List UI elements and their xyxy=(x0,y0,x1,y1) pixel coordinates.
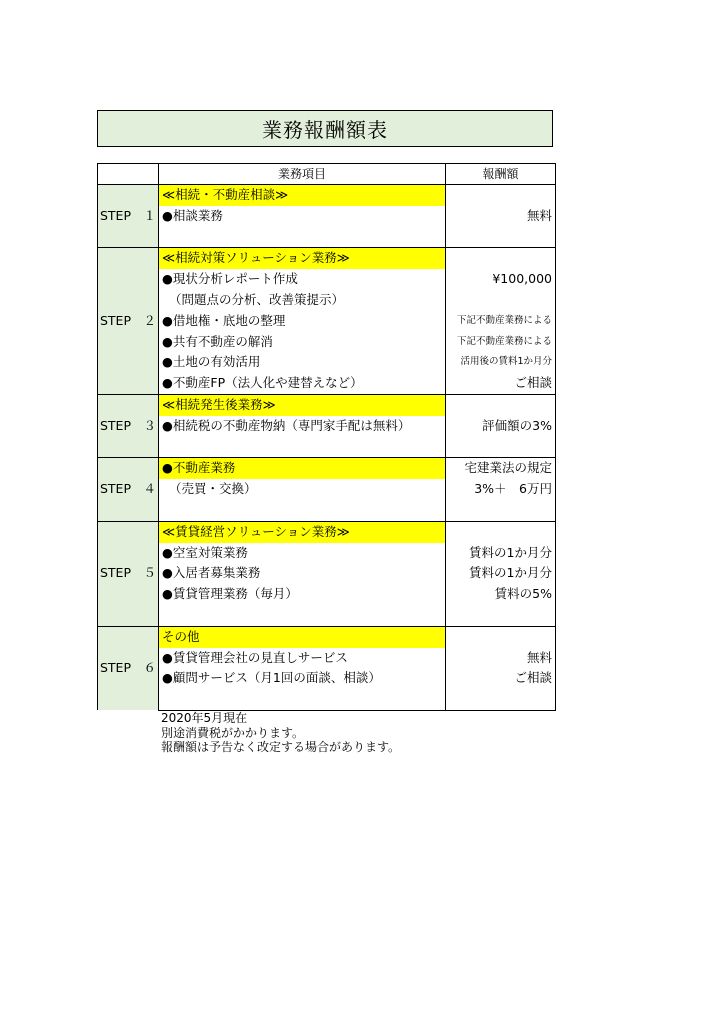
fee-value xyxy=(446,605,556,626)
service-item xyxy=(159,689,446,710)
fee-value xyxy=(446,394,556,415)
fee-value xyxy=(446,521,556,542)
fee-value: ご相談 xyxy=(446,373,556,394)
fee-value: 賃料の1か月分 xyxy=(446,543,556,564)
table-row xyxy=(98,248,556,269)
service-item: ●相続税の不動産物納（専門家手配は無料） xyxy=(162,417,411,433)
header-step-cell xyxy=(98,164,159,185)
service-item xyxy=(159,500,446,521)
service-item xyxy=(159,605,446,626)
fee-value: 賃料の5% xyxy=(446,584,556,605)
table-row xyxy=(98,269,556,290)
fee-value: 下記不動産業務による xyxy=(446,332,556,353)
table-header-row xyxy=(98,164,556,185)
fee-value xyxy=(446,689,556,710)
service-item: ●顧問サービス（月1回の面談、相談） xyxy=(162,670,381,686)
fee-value: 無料 xyxy=(446,648,556,669)
service-item xyxy=(159,437,446,458)
table-row xyxy=(98,543,556,564)
service-item xyxy=(159,227,446,248)
fee-value: 活用後の賃料1か月分 xyxy=(446,352,556,373)
table-row xyxy=(98,521,556,542)
fee-value xyxy=(446,437,556,458)
service-item-note: （売買・交換） xyxy=(169,481,257,497)
table-row xyxy=(98,311,556,332)
category-label: ≪相続発生後業務≫ xyxy=(159,394,446,415)
category-label: ≪賃貸経営ソリューション業務≫ xyxy=(159,521,446,542)
step-label: STEP ６ xyxy=(98,626,159,710)
table-row xyxy=(98,394,556,415)
table-row xyxy=(98,373,556,394)
service-item: ●賃貸管理会社の見直しサービス xyxy=(162,649,348,665)
step-label: STEP ５ xyxy=(98,521,159,626)
fee-value xyxy=(446,248,556,269)
category-label: ≪相続対策ソリューション業務≫ xyxy=(159,248,446,269)
note-date: 2020年5月現在 xyxy=(161,711,248,725)
note-tax: 別途消費税がかかります。 xyxy=(161,725,305,740)
fee-value xyxy=(446,185,556,206)
table-row xyxy=(98,500,556,521)
fee-table-body xyxy=(98,185,556,711)
table-row xyxy=(98,352,556,373)
table-row xyxy=(98,689,556,710)
fee-value: ご相談 xyxy=(446,668,556,689)
table-row xyxy=(98,626,556,647)
service-item: ●空室対策業務 xyxy=(162,544,248,560)
header-fee: 報酬額 xyxy=(446,164,556,185)
service-item: ●土地の有効活用 xyxy=(162,354,261,370)
fee-value: 無料 xyxy=(446,206,556,227)
table-row xyxy=(98,668,556,689)
table-row xyxy=(98,227,556,248)
step-label: STEP １ xyxy=(98,185,159,248)
fee-value: ¥100,000 xyxy=(446,269,556,290)
table-row xyxy=(98,563,556,584)
table-row xyxy=(98,206,556,227)
table-row xyxy=(98,416,556,437)
category-label: ≪相続・不動産相談≫ xyxy=(159,185,446,206)
table-row xyxy=(98,185,556,206)
table-row xyxy=(98,479,556,500)
step-label: STEP ４ xyxy=(98,458,159,521)
table-row xyxy=(98,290,556,311)
table-row xyxy=(98,648,556,669)
header-item: 業務項目 xyxy=(159,164,446,185)
table-row xyxy=(98,458,556,479)
table-row xyxy=(98,605,556,626)
table-row xyxy=(98,584,556,605)
service-item: ●借地権・底地の整理 xyxy=(162,312,286,328)
fee-value: 下記不動産業務による xyxy=(446,311,556,332)
fee-value: 評価額の3% xyxy=(446,416,556,437)
fee-value: 賃料の1か月分 xyxy=(446,563,556,584)
fee-value xyxy=(446,626,556,647)
service-item: ●不動産FP（法人化や建替えなど） xyxy=(159,373,446,394)
service-item: ●賃貸管理業務（毎月） xyxy=(162,586,298,602)
footnotes xyxy=(161,711,400,755)
step-label: STEP ２ xyxy=(98,248,159,395)
fee-value xyxy=(446,227,556,248)
fee-value xyxy=(446,290,556,311)
note-revision: 報酬額は予告なく改定する場合があります。 xyxy=(161,740,401,754)
fee-value: 3%＋ 6万円 xyxy=(446,479,556,500)
service-item: ●相談業務 xyxy=(162,207,223,223)
category-label: その他 xyxy=(159,626,446,647)
fee-value: 宅建業法の規定 xyxy=(446,458,556,479)
service-item-note: （問題点の分析、改善策提示） xyxy=(169,291,345,307)
service-item: ●現状分析レポート作成 xyxy=(162,271,298,287)
table-row xyxy=(98,437,556,458)
service-item: ●共有不動産の解消 xyxy=(162,333,273,349)
table-row xyxy=(98,332,556,353)
service-item: ●入居者募集業務 xyxy=(162,565,261,581)
page-title: 業務報酬額表 xyxy=(97,110,553,147)
fee-value xyxy=(446,500,556,521)
category-label: ●不動産業務 xyxy=(159,458,446,479)
step-label: STEP ３ xyxy=(98,394,159,457)
fee-table xyxy=(97,163,556,711)
